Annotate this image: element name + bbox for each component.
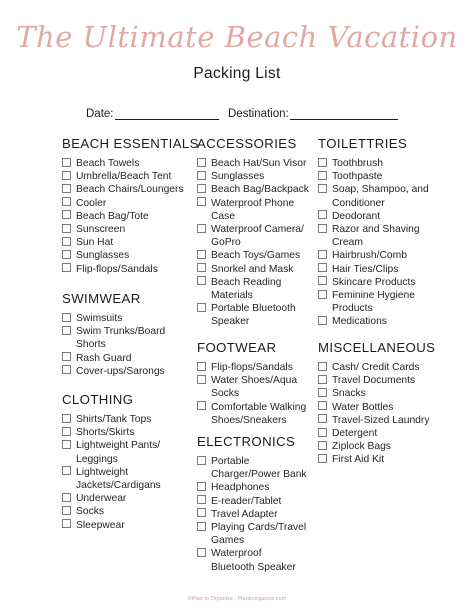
checklist-item <box>62 365 165 378</box>
section-beach-essentials <box>62 135 199 276</box>
checklist-item <box>197 157 309 170</box>
checklist-item-label: Feminine Hygiene Products <box>332 290 415 315</box>
checklist-item-label: Rash Guard <box>76 352 132 364</box>
checkbox[interactable] <box>62 466 71 475</box>
checkbox[interactable] <box>197 184 206 193</box>
checkbox[interactable] <box>62 414 71 423</box>
checklist-item-label: Snacks <box>332 388 366 400</box>
checklist-item <box>62 426 161 439</box>
date-line[interactable] <box>115 108 219 120</box>
checklist-item <box>62 157 199 170</box>
checklist-item <box>318 427 435 440</box>
checkbox[interactable] <box>197 375 206 384</box>
checklist-item-label: Water Bottles <box>332 401 394 413</box>
checkbox[interactable] <box>197 401 206 410</box>
checklist-item <box>318 401 435 414</box>
checklist-item <box>197 223 309 249</box>
checklist-item-label: Cover-ups/Sarongs <box>76 365 165 377</box>
checklist-item <box>197 455 307 481</box>
checklist-item-label: Travel Adapter <box>211 508 278 520</box>
section-electronics <box>197 433 307 574</box>
checklist-item-label: Medications <box>332 316 387 328</box>
checkbox[interactable] <box>62 326 71 335</box>
checkbox[interactable] <box>318 316 327 325</box>
checklist-item-label: Sleepwear <box>76 519 125 531</box>
checklist-item-label: Sun Hat <box>76 237 114 249</box>
checklist-item-label: E-reader/Tablet <box>211 495 282 507</box>
checkbox[interactable] <box>62 197 71 206</box>
destination-line[interactable] <box>290 108 398 120</box>
checklist-item-label: Swim Trunks/Board Shorts <box>76 326 166 351</box>
checkbox[interactable] <box>318 224 327 233</box>
checklist-item <box>318 249 429 262</box>
checklist-item <box>62 492 161 505</box>
checklist-item <box>197 481 307 494</box>
checklist-item-label: Umbrella/Beach Tent <box>76 171 172 183</box>
checklist-item-label: Hairbrush/Comb <box>332 250 407 262</box>
checklist-item <box>197 508 307 521</box>
checkbox[interactable] <box>62 158 71 167</box>
checklist-item-label: Cooler <box>76 197 107 209</box>
checkbox[interactable] <box>197 508 206 517</box>
checklist-item-label: Beach Towels <box>76 158 140 169</box>
date-label: Date: <box>86 108 114 120</box>
checklist-item-label: Ziplock Bags <box>332 441 391 453</box>
checklist-item <box>318 453 435 466</box>
checkbox[interactable] <box>318 250 327 259</box>
checklist-item <box>62 183 199 196</box>
checklist-item-label: Sunglasses <box>211 171 265 183</box>
checklist-item-label: Lightweight Pants/ Leggings <box>76 440 161 465</box>
checklist-item <box>197 401 306 427</box>
section-clothing <box>62 391 161 532</box>
checklist-item-label: Portable Charger/Power Bank <box>211 456 307 481</box>
checkbox[interactable] <box>62 250 71 259</box>
section-heading: CLOTHING <box>62 392 134 407</box>
checkbox[interactable] <box>318 428 327 437</box>
checklist-item <box>197 374 306 400</box>
checklist-item-label: Water Shoes/Aqua Socks <box>211 375 298 400</box>
checklist-item-label: Toothpaste <box>332 171 383 183</box>
destination-label: Destination: <box>228 108 289 120</box>
checklist-item <box>197 263 309 276</box>
checkbox[interactable] <box>62 184 71 193</box>
section-heading: BEACH ESSENTIALS <box>62 136 199 151</box>
checkbox[interactable] <box>318 454 327 463</box>
checklist-item <box>318 276 429 289</box>
checklist-item <box>318 315 429 328</box>
checklist-item <box>318 361 435 374</box>
checklist-item <box>318 289 429 315</box>
checklist-item-label: Beach Chairs/Loungers <box>76 184 184 196</box>
destination-field[interactable] <box>228 108 398 120</box>
checkbox[interactable] <box>62 263 71 272</box>
section-accessories <box>197 135 309 329</box>
checkbox[interactable] <box>197 224 206 233</box>
date-field[interactable] <box>86 108 219 120</box>
checkbox[interactable] <box>197 548 206 557</box>
checklist-item <box>62 210 199 223</box>
checklist-item <box>197 170 309 183</box>
checklist-item <box>318 183 429 209</box>
checklist-item <box>62 249 199 262</box>
checkbox[interactable] <box>197 276 206 285</box>
checkbox[interactable] <box>197 158 206 167</box>
checkbox[interactable] <box>197 362 206 371</box>
checklist-item-label: Razor and Shaving Cream <box>332 224 420 249</box>
page-title: The Ultimate Beach Vacation <box>16 20 458 54</box>
checkbox[interactable] <box>318 171 327 180</box>
checkbox[interactable] <box>62 365 71 374</box>
checklist-item-label: Sunscreen <box>76 224 126 236</box>
checklist-item <box>318 210 429 223</box>
section-footwear <box>197 339 306 427</box>
checklist-item-label: Skincare Products <box>332 276 416 288</box>
section-heading: MISCELLANEOUS <box>318 340 436 355</box>
checkbox[interactable] <box>62 506 71 515</box>
checkbox[interactable] <box>197 522 206 531</box>
checklist-item <box>318 223 429 249</box>
checklist-item-label: Beach Reading Materials <box>211 276 282 302</box>
section-swimwear <box>62 290 165 378</box>
checklist-item-label: Swimsuits <box>76 313 123 324</box>
checkbox[interactable] <box>318 184 327 193</box>
section-heading: FOOTWEAR <box>197 340 277 355</box>
checklist-item <box>62 439 161 465</box>
checklist-item-label: Shirts/Tank Tops <box>76 414 152 425</box>
checklist-item <box>62 170 199 183</box>
checklist-item <box>318 157 429 170</box>
checklist-item <box>197 495 307 508</box>
checklist-item-label: Toothbrush <box>332 158 383 169</box>
section-heading: ELECTRONICS <box>197 434 296 449</box>
checklist-item <box>62 352 165 365</box>
footer-credit: ©Plan to Organize - Plantoorganize.com <box>187 596 287 602</box>
checklist-item-label: Sunglasses <box>76 250 130 262</box>
checkbox[interactable] <box>62 237 71 246</box>
checklist-item-label: Beach Bag/Tote <box>76 210 149 222</box>
checklist-item <box>197 183 309 196</box>
checkbox[interactable] <box>62 210 71 219</box>
checkbox[interactable] <box>197 197 206 206</box>
checklist-item-label: Flip-flops/Sandals <box>211 362 293 373</box>
checklist-item-label: Waterproof Bluetooth Speaker <box>211 548 296 573</box>
checkbox[interactable] <box>318 375 327 384</box>
checkbox[interactable] <box>318 362 327 371</box>
checklist-item <box>318 440 435 453</box>
checkbox[interactable] <box>62 440 71 449</box>
checklist-item-label: Snorkel and Mask <box>211 263 294 275</box>
checklist-item <box>197 197 309 223</box>
checklist-item <box>62 325 165 351</box>
checklist-item <box>197 521 307 547</box>
checklist-item-label: Shorts/Skirts <box>76 427 135 439</box>
checklist-item-label: Comfortable Walking Shoes/Sneakers <box>211 401 307 426</box>
checklist-item-label: Waterproof Phone Case <box>211 197 295 222</box>
checklist-item-label: Portable Bluetooth Speaker <box>211 303 296 328</box>
checklist-item <box>62 312 165 325</box>
checklist-item-label: Detergent <box>332 428 378 440</box>
checklist-item-label: Travel Documents <box>332 375 416 387</box>
checkbox[interactable] <box>318 290 327 299</box>
checklist-item <box>318 387 435 400</box>
checkbox[interactable] <box>318 210 327 219</box>
section-heading: SWIMWEAR <box>62 291 141 306</box>
checklist-item <box>197 302 309 328</box>
checklist-item-label: Travel-Sized Laundry <box>332 414 430 426</box>
checklist-item <box>62 519 161 532</box>
checkbox[interactable] <box>62 519 71 528</box>
checklist-item <box>62 413 161 426</box>
checkbox[interactable] <box>318 401 327 410</box>
checklist-item-label: Beach Toys/Games <box>211 250 301 262</box>
checklist-item-label: Playing Cards/Travel Games <box>211 522 307 547</box>
checklist-item <box>318 414 435 427</box>
checkbox[interactable] <box>62 493 71 502</box>
checklist-item <box>197 361 306 374</box>
checklist-item-label: Beach Bag/Backpack <box>211 184 309 196</box>
section-toiletries <box>318 135 429 329</box>
checkbox[interactable] <box>197 303 206 312</box>
checklist-item-label: Flip-flops/Sandals <box>76 263 158 275</box>
checklist-item-label: Waterproof Camera/ GoPro <box>211 224 304 249</box>
checklist-item <box>62 236 199 249</box>
checklist-item <box>318 374 435 387</box>
checklist-item-label: First Aid Kit <box>332 454 385 466</box>
checkbox[interactable] <box>197 171 206 180</box>
checkbox[interactable] <box>318 388 327 397</box>
checklist-item-label: Cash/ Credit Cards <box>332 362 420 373</box>
checklist-item <box>62 197 199 210</box>
checkbox[interactable] <box>197 482 206 491</box>
checkbox[interactable] <box>197 263 206 272</box>
checkbox[interactable] <box>318 263 327 272</box>
page-subtitle: Packing List <box>193 65 281 82</box>
checklist-item <box>197 276 309 302</box>
checklist-item <box>62 466 161 492</box>
checkbox[interactable] <box>62 427 71 436</box>
checkbox[interactable] <box>62 352 71 361</box>
checkbox[interactable] <box>197 250 206 259</box>
checklist-item-label: Socks <box>76 506 105 518</box>
checkbox[interactable] <box>318 158 327 167</box>
checklist-item <box>62 223 199 236</box>
checkbox[interactable] <box>62 313 71 322</box>
checkbox[interactable] <box>197 456 206 465</box>
checklist-item <box>318 170 429 183</box>
checkbox[interactable] <box>62 224 71 233</box>
checklist-item-label: Lightweight Jackets/Cardigans <box>76 466 161 492</box>
checkbox[interactable] <box>318 276 327 285</box>
checkbox[interactable] <box>197 495 206 504</box>
checklist-item-label: Hair Ties/Clips <box>332 263 399 275</box>
checkbox[interactable] <box>318 441 327 450</box>
checklist-item-label: Underwear <box>76 493 127 505</box>
checklist-item-label: Headphones <box>211 482 270 494</box>
checklist-item-label: Soap, Shampoo, and Conditioner <box>332 184 429 209</box>
section-heading: TOILETTRIES <box>318 136 408 151</box>
checklist-item <box>62 505 161 518</box>
section-heading: ACCESSORIES <box>197 136 297 151</box>
section-miscellaneous <box>318 339 435 467</box>
checklist-item-label: Beach Hat/Sun Visor <box>211 158 307 169</box>
checklist-item <box>62 263 199 276</box>
checklist-item <box>197 249 309 262</box>
checklist-item <box>318 263 429 276</box>
checkbox[interactable] <box>318 414 327 423</box>
checkbox[interactable] <box>62 171 71 180</box>
checklist-item <box>197 547 307 573</box>
checklist-item-label: Deodorant <box>332 210 381 222</box>
